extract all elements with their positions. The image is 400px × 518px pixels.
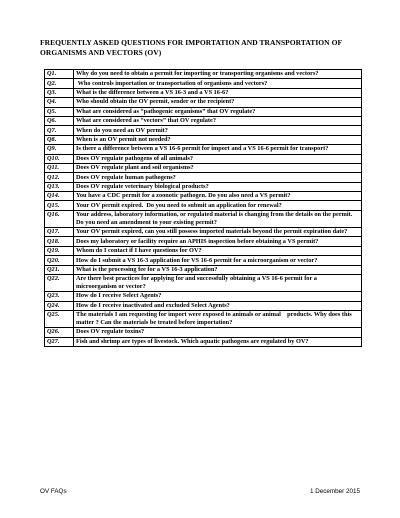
question-text: Does OV regulate toxins? — [74, 328, 362, 337]
question-number: Q9. — [45, 145, 74, 154]
question-number: Q27. — [45, 337, 74, 346]
question-text: What is the processing fee for a VS 16-3 application? — [74, 265, 362, 274]
question-text: You have a CDC permit for a zoonotic pathogen. Do you also need a VS permit? — [74, 192, 362, 201]
question-text: When do you need an OV permit? — [74, 126, 362, 135]
faq-table — [44, 69, 362, 347]
footer-date: 1 December 2015 — [309, 488, 360, 495]
question-text: Your OV permit expired, can you still possess imported materials beyond the permit expiration date? — [74, 228, 362, 237]
question-number: Q18. — [45, 237, 74, 246]
question-text: How do I submit a VS 16-3 application for VS 16-6 permit for a microorganism or vector? — [74, 256, 362, 265]
question-text: Your address, laboratory information, or regulated material is changing from the details on the permit. Do you need an amendment to your existing permit? — [74, 210, 362, 227]
question-number: Q26. — [45, 328, 74, 337]
question-number: Q25. — [45, 310, 74, 327]
faq-row — [45, 310, 362, 327]
question-text: How do I receive inactivated and excluded Select Agents? — [74, 301, 362, 310]
question-text: When is an OV permit not needed? — [74, 135, 362, 144]
faq-row — [45, 154, 362, 163]
question-text: Whom do I contact if I have questions for OV? — [74, 246, 362, 255]
question-number: Q2. — [45, 79, 74, 88]
faq-row — [45, 135, 362, 144]
question-number: Q17. — [45, 228, 74, 237]
faq-row — [45, 256, 362, 265]
faq-row — [45, 182, 362, 191]
question-text: Are there best practices for applying for and successfully obtaining a VS 16-6 permit for a microorganism or vector? — [74, 275, 362, 292]
faq-row — [45, 237, 362, 246]
question-text: Is there a difference between a VS 16-6 permit for import and a VS 16-6 permit for transport? — [74, 145, 362, 154]
faq-row — [45, 88, 362, 97]
faq-row — [45, 275, 362, 292]
footer-label: OV FAQs — [40, 488, 67, 495]
question-text: Who controls importation or transportation of organisms and vectors? — [74, 79, 362, 88]
faq-row — [45, 145, 362, 154]
faq-row — [45, 328, 362, 337]
faq-row — [45, 107, 362, 116]
faq-row — [45, 98, 362, 107]
question-number: Q23. — [45, 292, 74, 301]
question-number: Q14. — [45, 192, 74, 201]
faq-row — [45, 116, 362, 125]
question-number: Q24. — [45, 301, 74, 310]
question-text: Who should obtain the OV permit, sender or the recipient? — [74, 98, 362, 107]
question-text: Does OV regulate human pathogens? — [74, 173, 362, 182]
question-text: What are considered as “pathogenic organisms” that OV regulate? — [74, 107, 362, 116]
faq-row — [45, 265, 362, 274]
faq-table-body — [45, 70, 362, 347]
question-text: Does OV regulate pathogens of all animals? — [74, 154, 362, 163]
question-number: Q3. — [45, 88, 74, 97]
question-number: Q8. — [45, 135, 74, 144]
question-number: Q21. — [45, 265, 74, 274]
faq-row — [45, 173, 362, 182]
question-text: The materials I am requesting for import were exposed to animals or animal products. Why does this matter ? Can the materials be treated before importation? — [74, 310, 362, 327]
question-number: Q19. — [45, 246, 74, 255]
question-number: Q11. — [45, 163, 74, 172]
question-text: Fish and shrimp are types of livestock. Which aquatic pathogens are regulated by OV? — [74, 337, 362, 346]
question-number: Q10. — [45, 154, 74, 163]
faq-row — [45, 79, 362, 88]
question-number: Q6. — [45, 116, 74, 125]
question-number: Q13. — [45, 182, 74, 191]
question-number: Q15. — [45, 201, 74, 210]
question-number: Q4. — [45, 98, 74, 107]
question-text: Why do you need to obtain a permit for importing or transporting organisms and vectors? — [74, 70, 362, 79]
question-text: Your OV permit expired. Do you need to submit an application for renewal? — [74, 201, 362, 210]
faq-row — [45, 192, 362, 201]
question-number: Q22. — [45, 275, 74, 292]
faq-row — [45, 210, 362, 227]
question-number: Q12. — [45, 173, 74, 182]
question-text: What is the difference between a VS 16-3 and a VS 16-6? — [74, 88, 362, 97]
question-text: Does my laboratory or facility require an APHIS inspection before obtaining a VS permit? — [74, 237, 362, 246]
faq-row — [45, 163, 362, 172]
faq-row — [45, 70, 362, 79]
faq-row — [45, 301, 362, 310]
question-text: Does OV regulate plant and soil organisms? — [74, 163, 362, 172]
question-text: How do I receive Select Agents? — [74, 292, 362, 301]
question-number: Q7. — [45, 126, 74, 135]
faq-row — [45, 292, 362, 301]
faq-row — [45, 228, 362, 237]
question-text: What are considered as “vectors” that OV regulate? — [74, 116, 362, 125]
faq-row — [45, 201, 362, 210]
faq-row — [45, 246, 362, 255]
document-title: FREQUENTLY ASKED QUESTIONS FOR IMPORTATION AND TRANSPORTATION OF ORGANISMS AND VECTORS (OV) — [40, 38, 342, 57]
question-number: Q20. — [45, 256, 74, 265]
faq-row — [45, 337, 362, 346]
question-text: Does OV regulate veterinary biological products? — [74, 182, 362, 191]
question-number: Q5. — [45, 107, 74, 116]
faq-row — [45, 126, 362, 135]
question-number: Q16. — [45, 210, 74, 227]
question-number: Q1. — [45, 70, 74, 79]
